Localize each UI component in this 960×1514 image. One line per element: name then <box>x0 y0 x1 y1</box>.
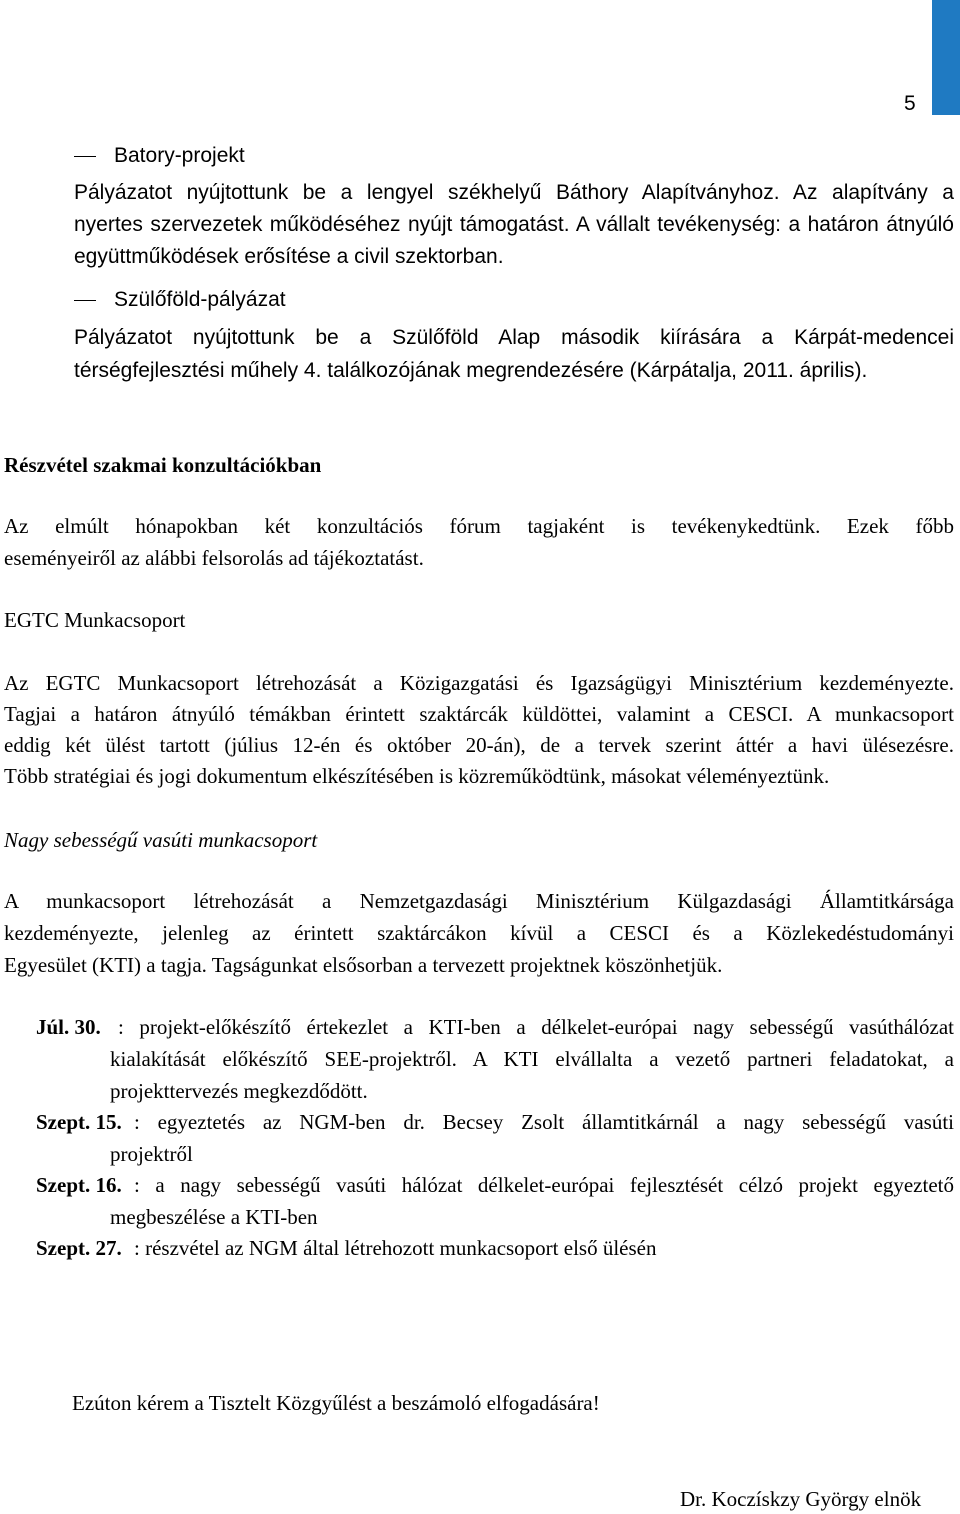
project-line: térségfejlesztési műhely 4. találkozójának megrendezésére (Kárpátalja, 2011. április). <box>74 359 868 382</box>
project-line: Pályázatot nyújtottunk be a lengyel székhelyű Báthory Alapítványhoz. Az alapítvány a <box>74 181 954 204</box>
rail-title: Nagy sebességű vasúti munkacsoport <box>4 828 318 852</box>
project-line: együttműködések erősítése a civil szektorban. <box>74 245 504 268</box>
event-line: : részvétel az NGM által létrehozott munkacsoport első ülésén <box>134 1236 657 1260</box>
event-line: projekttervezés megkezdődött. <box>110 1079 368 1103</box>
event-line: : projekt-előkészítő értekezlet a KTI-ben a délkelet-európai nagy sebességű vasúthálózat <box>118 1015 954 1039</box>
section-intro-line: eseményeiről az alábbi felsorolás ad tájékoztatást. <box>4 546 424 570</box>
page-number: 5 <box>904 92 916 115</box>
event-date: Szept. 16. <box>36 1173 122 1197</box>
event-line: : a nagy sebességű vasúti hálózat délkelet-európai fejlesztését célzó projekt egyeztető <box>134 1173 954 1197</box>
closing-text: Ezúton kérem a Tisztelt Közgyűlést a beszámoló elfogadására! <box>72 1391 600 1415</box>
event-line: megbeszélése a KTI-ben <box>110 1205 318 1229</box>
event-date: Júl. 30. <box>36 1015 101 1039</box>
egtc-line: Több stratégiai és jogi dokumentum elkészítésében is közreműködtünk, másokat véleményeztünk. <box>4 764 830 788</box>
project-line: Pályázatot nyújtottunk be a Szülőföld Alap második kiírására a Kárpát-medencei <box>74 326 954 349</box>
section-heading: Részvétel szakmai konzultációkban <box>4 453 322 477</box>
project-line: nyertes szervezetek működéséhez nyújt támogatást. A vállalt tevékenység: a határon átnyúló <box>74 213 954 236</box>
rail-line: kezdeményezte, jelenleg az érintett szaktárcákon kívül a CESCI és a Közlekedéstudományi <box>4 921 954 945</box>
event-line: : egyeztetés az NGM-ben dr. Becsey Zsolt államtitkárnál a nagy sebességű vasúti <box>134 1110 954 1134</box>
event-line: projektről <box>110 1142 193 1166</box>
page-accent-bar <box>932 0 960 115</box>
event-date: Szept. 15. <box>36 1110 122 1134</box>
section-intro-line: Az elmúlt hónapokban két konzultációs fórum tagjaként is tevékenykedtünk. Ezek főbb <box>4 514 954 538</box>
egtc-line: Tagjai a határon átnyúló témákban érintett szaktárcák küldöttei, valamint a CESCI. A munkacsoport <box>4 702 954 726</box>
egtc-line: Az EGTC Munkacsoport létrehozását a Közigazgatási és Igazságügyi Minisztérium kezdeményezte. <box>4 671 954 695</box>
event-date: Szept. 27. <box>36 1236 122 1260</box>
rail-line: A munkacsoport létrehozását a Nemzetgazdasági Minisztérium Külgazdasági Államtitkársága <box>4 889 954 913</box>
event-line: kialakítását előkészítő SEE-projektről. A KTI elvállalta a vezető partneri feladatokat, a <box>110 1047 954 1071</box>
egtc-title: EGTC Munkacsoport <box>4 608 186 632</box>
bullet-dash <box>74 156 96 157</box>
signature: Dr. Koczískzy György elnök <box>680 1487 922 1511</box>
project-title: Batory-projekt <box>114 144 245 167</box>
egtc-line: eddig két ülést tartott (július 12-én és október 20-án), de a tervek szerint áttér a havi ülésezésre. <box>4 733 954 757</box>
project-title: Szülőföld-pályázat <box>114 288 286 311</box>
rail-line: Egyesület (KTI) a tagja. Tagságunkat elsősorban a tervezett projektnek köszönhetjük. <box>4 953 723 977</box>
bullet-dash <box>74 300 96 301</box>
